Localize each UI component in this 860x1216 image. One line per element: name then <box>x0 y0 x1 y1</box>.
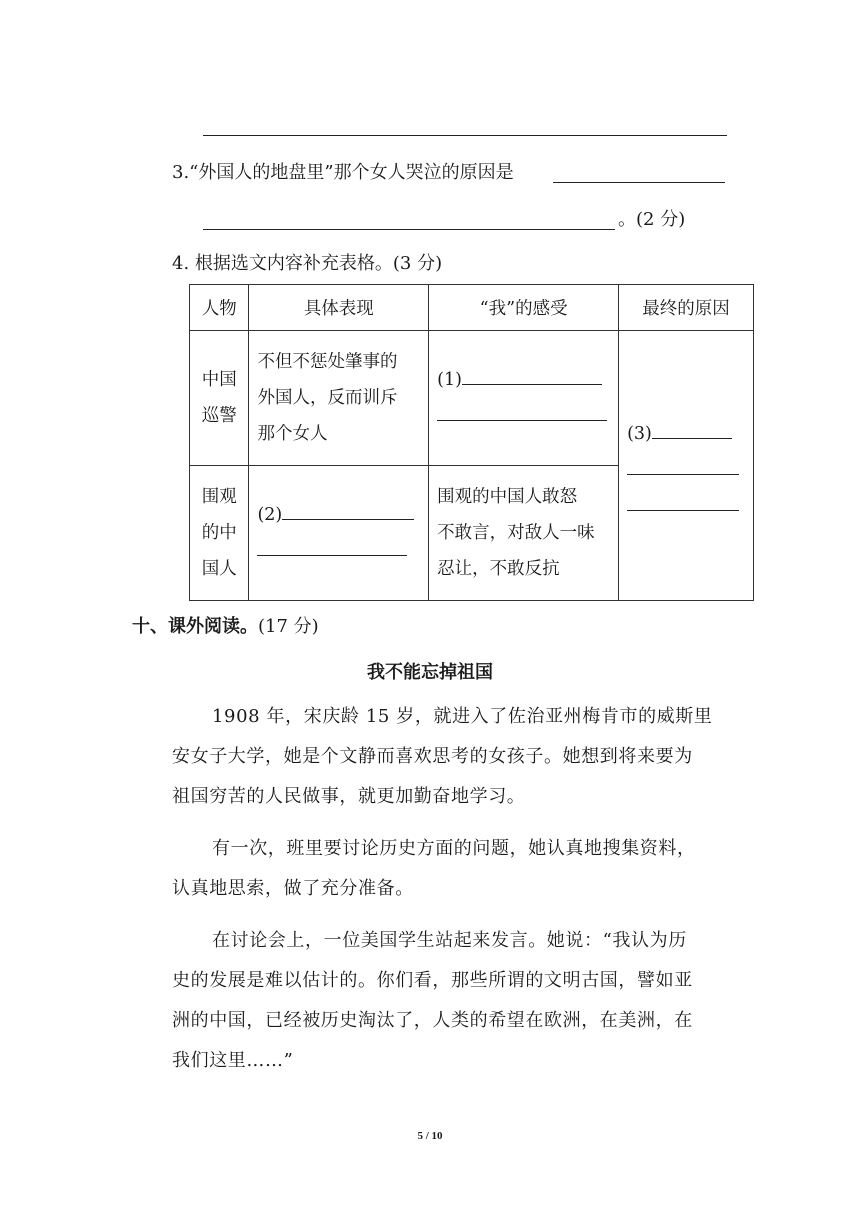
feeling-line: 忍让，不敢反抗 <box>437 559 560 579</box>
behavior-cell[interactable] <box>249 466 429 601</box>
section-10-heading <box>132 615 319 639</box>
feeling-line: 围观的中国人敢怒 <box>437 487 578 507</box>
article-line: 安女子大学，她是个文静而喜欢思考的女孩子。她想到将来要为 <box>172 746 693 767</box>
table-header-row <box>190 285 754 331</box>
person-cell <box>190 466 249 601</box>
reason-cell[interactable] <box>619 331 754 601</box>
blank-3-label: (3) <box>627 423 652 444</box>
question-3 <box>172 161 514 185</box>
behavior-cell <box>249 331 429 466</box>
answer-line-q3-b[interactable] <box>203 229 615 230</box>
article-title: 我不能忘掉祖国 <box>367 662 493 683</box>
blank-2-line[interactable] <box>282 499 414 520</box>
article-line: 有一次，班里要讨论历史方面的问题，她认真地搜集资料， <box>212 838 696 859</box>
feeling-cell <box>429 466 619 601</box>
page-number: 5 / 10 <box>417 1130 443 1142</box>
blank-3-continuation[interactable] <box>619 488 753 524</box>
article-body <box>172 697 732 1081</box>
table-header-cell: 具体表现 <box>249 285 429 331</box>
person-cell <box>190 331 249 466</box>
blank-3-line-2[interactable] <box>627 454 739 475</box>
blank-3[interactable] <box>619 416 753 452</box>
section-10-points: (17 分) <box>258 616 319 637</box>
person-line: 中国 <box>201 370 237 390</box>
table-header-cell: “我”的感受 <box>429 285 619 331</box>
article-line: 认真地思索，做了充分准备。 <box>172 878 414 899</box>
article-line: 1908 年，宋庆龄 15 岁，就进入了佐治亚州梅肯市的威斯里 <box>212 706 713 727</box>
table-header-cell: 人物 <box>190 285 249 331</box>
blank-2-line-2[interactable] <box>257 535 407 556</box>
blank-1-line-2[interactable] <box>437 400 607 421</box>
blank-1-label: (1) <box>437 370 462 390</box>
blank-2-label: (2) <box>257 505 283 525</box>
table-row <box>190 331 754 466</box>
question-4: 4. 根据选文内容补充表格。(3 分) <box>172 253 443 274</box>
article-line: 我们这里……” <box>172 1050 294 1071</box>
feeling-line: 不敢言，对敌人一味 <box>437 523 595 543</box>
behavior-line: 外国人，反而训斥 <box>257 388 398 408</box>
behavior-line: 那个女人 <box>257 424 328 444</box>
person-line: 围观 <box>201 487 237 507</box>
blank-2-continuation[interactable] <box>249 533 428 569</box>
person-line: 国人 <box>201 559 237 579</box>
person-line: 的中 <box>201 523 237 543</box>
answer-line-top <box>203 135 727 136</box>
question-3-text: 3.“外国人的地盘里”那个女人哭泣的原因是 <box>172 162 514 183</box>
blank-2[interactable] <box>249 497 428 533</box>
blank-1-continuation[interactable] <box>429 398 618 434</box>
fill-in-table <box>189 284 754 601</box>
blank-3-line[interactable] <box>652 418 732 439</box>
section-10-title: 十、课外阅读。 <box>132 616 258 637</box>
question-3-points: 。(2 分) <box>618 209 686 230</box>
person-line: 巡警 <box>201 406 237 426</box>
blank-1[interactable] <box>429 362 618 398</box>
blank-3-line-3[interactable] <box>627 490 739 511</box>
behavior-line: 不但不惩处肇事的 <box>257 352 398 372</box>
answer-line-q3-a[interactable] <box>553 182 725 183</box>
blank-3-continuation[interactable] <box>619 452 753 488</box>
table-header-cell: 最终的原因 <box>619 285 754 331</box>
article-line: 洲的中国，已经被历史淘汰了，人类的希望在欧洲，在美洲，在 <box>172 1010 693 1031</box>
blank-1-line[interactable] <box>462 364 602 385</box>
article-line: 史的发展是难以估计的。你们看，那些所谓的文明古国，譬如亚 <box>172 970 693 991</box>
article-line: 在讨论会上，一位美国学生站起来发言。她说：“我认为历 <box>212 930 687 951</box>
feeling-cell[interactable] <box>429 331 619 466</box>
article-line: 祖国穷苦的人民做事，就更加勤奋地学习。 <box>172 786 526 807</box>
